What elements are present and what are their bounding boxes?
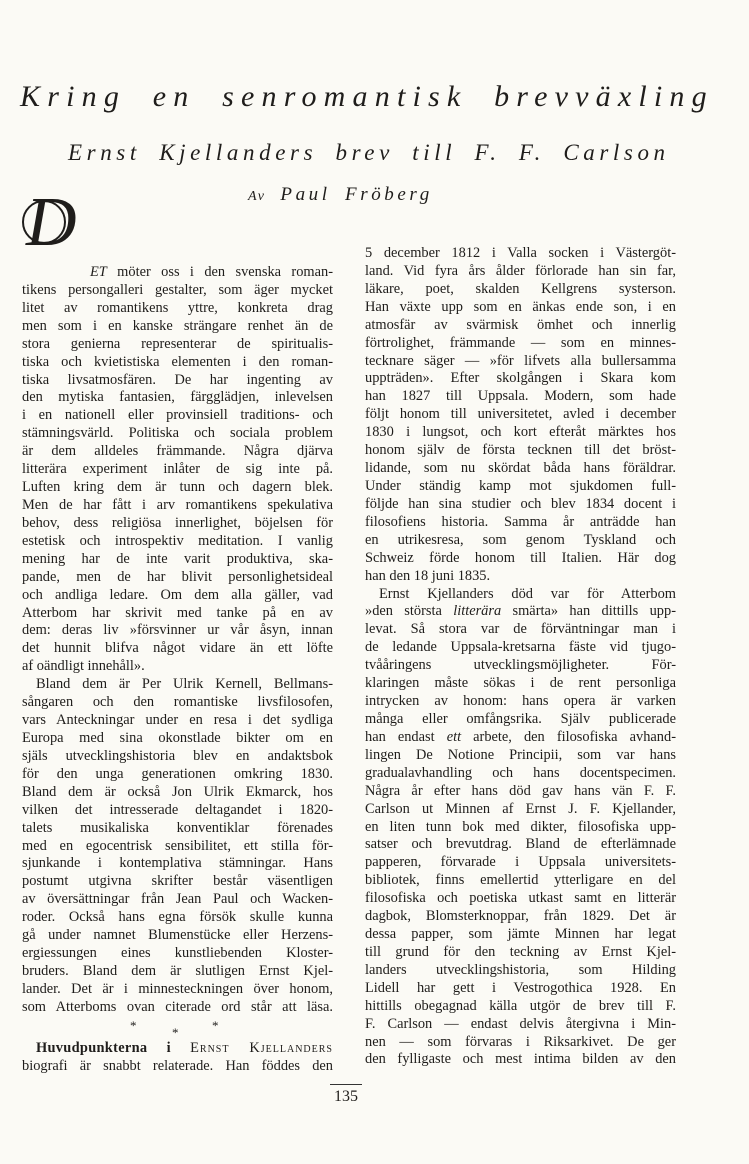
article-title: Kring en senromantisk brevväxling	[20, 80, 714, 113]
text-span: arbete, den filosofiska avhand-	[461, 728, 676, 745]
text-line: nen — som förvaras i Riksarkivet. De ger	[365, 1033, 676, 1050]
text-line: lander. Det är i minnesteckningen över honom,	[22, 980, 333, 997]
asterisk: *	[130, 1018, 137, 1033]
left-column-continued	[22, 1040, 333, 1076]
text-line: bruders. Bland dem är slutligen Ernst Kjel-	[22, 962, 333, 979]
text-line: en liten tunn bok med dikter, filosofiska upp-	[365, 818, 676, 835]
text-line: landers utvecklingshistoria, som Hilding	[365, 961, 676, 978]
text-span: »den största	[365, 603, 454, 620]
italic-text: ET	[90, 264, 107, 280]
text-span: möter oss i den svenska roman-	[106, 264, 333, 280]
text-line: litet av romantikens yttre, konkreta drag	[22, 299, 333, 316]
text-line: sångaren och den romantiske livsfilosofen,	[22, 694, 333, 711]
text-line: Han växte upp som en änkas ende son, i en	[365, 298, 676, 315]
text-line: land. Vid fyra års ålder förlorade han sin far,	[365, 262, 676, 279]
text-line: talets musikaliska konventiklar förenades	[22, 819, 333, 836]
text-line: i en nationell eller provinsiell traditions- och	[22, 407, 333, 424]
text-span: af oändligt innehåll».	[22, 658, 145, 675]
text-line: uppträden». Efter skolgången i Skara kom	[365, 370, 676, 387]
text-line: 1830 i lungsot, och kort efteråt märktes hos	[365, 424, 676, 441]
text-line	[22, 658, 333, 676]
text-line	[22, 264, 333, 282]
article-subtitle: Ernst Kjellanders brev till F. F. Carlson	[68, 140, 670, 165]
text-line	[22, 676, 333, 694]
text-line: följde han sina studier och blev 1834 docent i	[365, 495, 676, 512]
text-line: för den unga generationen omkring 1830.	[22, 765, 333, 782]
text-line: följt honom till universitetet, avled i december	[365, 406, 676, 423]
byline	[248, 184, 433, 206]
right-column	[365, 245, 676, 1069]
text-line: gradualavhandling och hans docentspecimen.	[365, 764, 676, 781]
italic-text: litterära	[453, 603, 502, 620]
text-line: vars Anteckningar under en resa i det sydliga	[22, 712, 333, 729]
text-line: mening har de inte varit produktiva, ska-	[22, 550, 333, 567]
text-line: Under ständig kamp mot sjukdomen full-	[365, 477, 676, 494]
text-line: av översättningar från Jean Paul och Wacken-	[22, 891, 333, 908]
text-line: ergiessungen eines kunstliebenden Kloster-	[22, 945, 333, 962]
text-line: den mytiska fantasien, färgglädjen, inlevelsen	[22, 389, 333, 406]
text-line: vilken det intresserade deltagandet i 1820-	[22, 801, 333, 818]
text-line: pande, men de har blivit personlighetsideal	[22, 568, 333, 585]
text-line	[22, 1040, 333, 1058]
text-line	[365, 586, 676, 604]
left-column	[22, 264, 333, 1017]
text-line: Luften kring dem är tunn och dagern blek.	[22, 479, 333, 496]
text-line: med en egocentrisk sensibilitet, ett stilla för-	[22, 837, 333, 854]
text-line: Carlson ut Minnen af Ernst J. F. Kjellander,	[365, 800, 676, 817]
text-span: Bland dem är Per Ulrik Kernell, Bellmans-	[36, 676, 333, 693]
text-line: 5 december 1812 i Valla socken i Västergöt-	[365, 245, 676, 261]
text-line: Men de har fått i arv romantikens spekulativa	[22, 496, 333, 513]
text-line: stora genierna representerar de spiritualis-	[22, 335, 333, 352]
text-line: läkare, poet, skalden Kellgrens systerson.	[365, 280, 676, 297]
text-line	[365, 603, 676, 621]
author-name: Paul Fröberg	[280, 184, 433, 205]
text-line: många eller omfångsrika. Själv publicerade	[365, 710, 676, 727]
asterisk: *	[172, 1025, 179, 1040]
text-span: han endast	[365, 728, 447, 745]
text-line: tecknare säger — »för lifvets alla bullersamma	[365, 352, 676, 369]
text-line: dagbok, Blomsterknoppar, från 1829. Det är	[365, 908, 676, 925]
text-line: Atterbom har skrivit med tanke på en av	[22, 604, 333, 621]
drop-cap-ornament	[20, 184, 86, 261]
italic-text: ett	[446, 728, 462, 745]
text-line: förtrolighet, främmande — som en minnes-	[365, 334, 676, 351]
text-line: hittills obegagnad källa utgör de brev till F.	[365, 997, 676, 1014]
text-line: Några år efter hans död gav hans vän F. F.	[365, 782, 676, 799]
text-line: behov, dess religiösa innerlighet, böjelsen för	[22, 514, 333, 531]
text-line	[365, 568, 676, 586]
text-line: Bland dem är också Jon Ulrik Ekmarck, hos	[22, 783, 333, 800]
page-number: 135	[334, 1088, 358, 1105]
byline-prefix: Av	[248, 189, 266, 204]
text-line: filosofiska och poetiska utkast samt en litterär	[365, 890, 676, 907]
text-line: biografi är snabbt relaterade. Han föddes den	[22, 1057, 333, 1074]
text-span: Ernst Kjellanders död var för Atterbom	[379, 585, 676, 602]
small-caps-name: Ernst Kjellanders	[190, 1040, 333, 1056]
text-line: bibliotek, finns emellertid ytterligare en del	[365, 872, 676, 889]
text-line: tikens persongalleri gestalter, som äger mycket	[22, 281, 333, 298]
text-line: stämningsvärld. Politiska och sociala problem	[22, 425, 333, 442]
asterisk: *	[212, 1018, 219, 1033]
text-line: dessa papper, som jämte Minnen har legat	[365, 926, 676, 943]
text-line: han 1827 till Uppsala. Modern, som hade	[365, 388, 676, 405]
text-line: och andliga ledare. Om dem alla gäller, vad	[22, 586, 333, 603]
footer-rule	[330, 1084, 362, 1085]
text-line: men som i en kanske strängare renhet än de	[22, 317, 333, 334]
text-line: intrycken av honom: hans opera är varken	[365, 693, 676, 710]
text-span: Huvudpunkterna i	[36, 1040, 191, 1056]
text-line: lingen De Notione Principii, som var hans	[365, 746, 676, 763]
text-line: levat. Så stora var de förväntningar man i	[365, 621, 676, 638]
text-line: en utrikesresa, som genom Tyskland och	[365, 531, 676, 548]
text-line: Europa med sina okonstlade bikter om en	[22, 729, 333, 746]
text-span: han den 18 juni 1835.	[365, 567, 491, 584]
text-line: dem: deras liv »försvinner ur vår åsyn, innan	[22, 622, 333, 639]
text-line: Lidell har gett i Vestrogothica 1928. En	[365, 979, 676, 996]
text-line: tiska och kvietistiska elementen i den roman-	[22, 353, 333, 370]
text-span: smärta» han dittills upp-	[501, 603, 676, 620]
text-line: själs utvecklingshistoria blev en andaktsbok	[22, 747, 333, 764]
text-line: sjunkande i kontemplativa stämningar. Hans	[22, 855, 333, 872]
text-line: litterära experiment inlåter de sig inte på.	[22, 461, 333, 478]
text-line: papperen, förvarade i Uppsala universitets-	[365, 854, 676, 871]
text-line: tiska livsatmosfären. De har ingenting av	[22, 371, 333, 388]
text-line: lidande, som nu skördat båda hans föräldrar.	[365, 460, 676, 477]
section-break	[130, 1019, 220, 1039]
text-line: den fylligaste och mest intima bilden av den	[365, 1051, 676, 1068]
drop-cap-letter: D	[26, 184, 77, 261]
text-line: som Atterboms ovan citerade ord står att läsa.	[22, 998, 333, 1015]
text-line: honom själv de första tecknen till det bröst-	[365, 442, 676, 459]
text-line: Schweiz förde honom till Italien. Här dog	[365, 549, 676, 566]
text-line: filosofiens historia. Samma år anträdde han	[365, 513, 676, 530]
text-line: är dem alldeles främmande. Några djärva	[22, 443, 333, 460]
text-line: estetisk och introspektiv meditation. I vanlig	[22, 532, 333, 549]
text-line: klaringen måste sökas i de rent personliga	[365, 675, 676, 692]
text-line: de ledande Uppsala-kretsarna fäste vid tjugo-	[365, 639, 676, 656]
text-line: det hunnit blifva något vidare än ett löfte	[22, 640, 333, 657]
text-line: till grund för den teckning av Ernst Kjel-	[365, 943, 676, 960]
text-line: postumt utgivna skrifter består väsentligen	[22, 873, 333, 890]
text-line	[365, 729, 676, 747]
text-line: satser och brevutdrag. Bland de efterlämnade	[365, 836, 676, 853]
text-line: F. Carlson — endast delvis återgivna i Min-	[365, 1015, 676, 1032]
text-line: atmosfär av svärmisk ömhet och innerlig	[365, 316, 676, 333]
text-line: roder. Också hans egna försök skulle kunna	[22, 909, 333, 926]
text-line: gå under namnet Blumenstücke eller Herzens-	[22, 927, 333, 944]
text-line: tvååringens utvecklingsmöjligheter. För-	[365, 657, 676, 674]
